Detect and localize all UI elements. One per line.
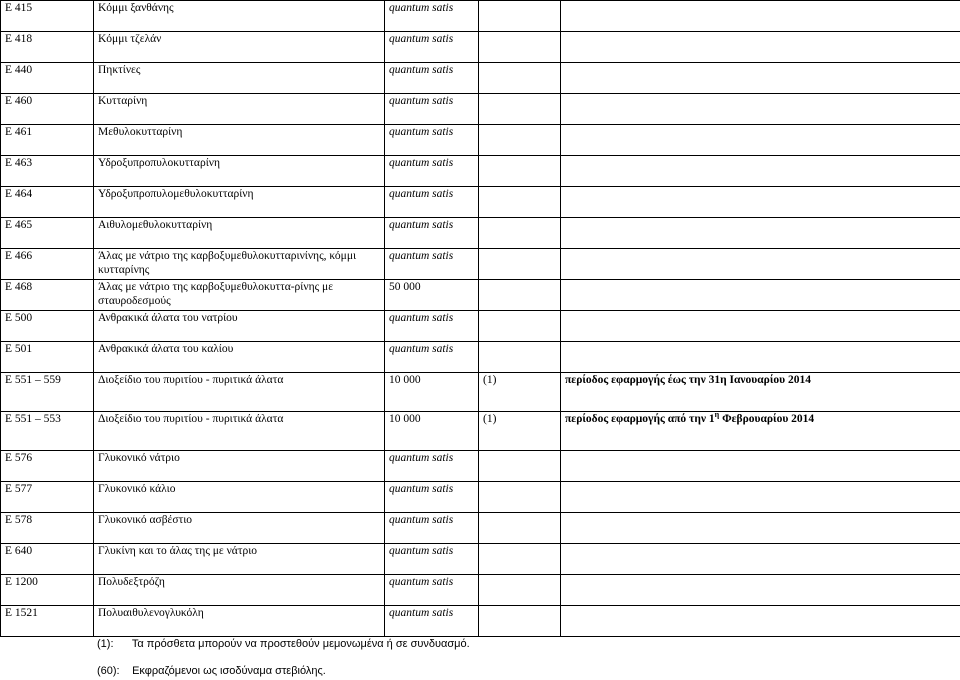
additive-name: Άλας με νάτριο της καρβοξυμεθυλοκυτταρινίνης, κόμμι κυτταρίνης <box>94 249 385 280</box>
max-level: quantum satis <box>385 218 479 249</box>
footnote-ref: (1) <box>479 412 561 451</box>
note-text: περίοδος εφαρμογής από την 1 <box>565 413 715 425</box>
additive-code: E 551 – 559 <box>1 373 94 412</box>
max-level: 10 000 <box>385 373 479 412</box>
max-level: quantum satis <box>385 32 479 63</box>
max-level: quantum satis <box>385 249 479 280</box>
table-row <box>1 249 960 280</box>
footnote-ref <box>479 311 561 342</box>
note-tail: Φεβρουαρίου 2014 <box>719 413 815 425</box>
additive-code: E 500 <box>1 311 94 342</box>
additive-code: E 418 <box>1 32 94 63</box>
footnote-ref <box>479 187 561 218</box>
additive-code: E 578 <box>1 513 94 544</box>
footnote-ref <box>479 249 561 280</box>
additive-name: Υδροξυπροπυλοκυτταρίνη <box>94 156 385 187</box>
additive-name: Άλας με νάτριο της καρβοξυμεθυλοκυττα-ρίνης με σταυροδεσμούς <box>94 280 385 311</box>
footnote <box>97 638 470 650</box>
max-level: quantum satis <box>385 575 479 606</box>
note-cell <box>561 342 960 373</box>
note-cell <box>561 482 960 513</box>
table-row <box>1 280 960 311</box>
additive-name: Διοξείδιο του πυριτίου - πυριτικά άλατα <box>94 373 385 412</box>
max-level: quantum satis <box>385 451 479 482</box>
additive-name: Ανθρακικά άλατα του καλίου <box>94 342 385 373</box>
note-cell <box>561 311 960 342</box>
footnote-ref <box>479 156 561 187</box>
footnote-ref <box>479 544 561 575</box>
table-row <box>1 1 960 32</box>
note-cell <box>561 606 960 637</box>
additive-code: E 464 <box>1 187 94 218</box>
footnote-ref <box>479 125 561 156</box>
note-cell <box>561 156 960 187</box>
max-level: quantum satis <box>385 94 479 125</box>
table-row <box>1 32 960 63</box>
note-cell <box>561 218 960 249</box>
note-cell <box>561 451 960 482</box>
table-row <box>1 482 960 513</box>
footnote-ref <box>479 218 561 249</box>
footnote-ref <box>479 1 561 32</box>
additive-name: Διοξείδιο του πυριτίου - πυριτικά άλατα <box>94 412 385 451</box>
table-row <box>1 63 960 94</box>
max-level: quantum satis <box>385 482 479 513</box>
additive-name: Πηκτίνες <box>94 63 385 94</box>
table-row <box>1 513 960 544</box>
max-level: 10 000 <box>385 412 479 451</box>
table-row <box>1 218 960 249</box>
note-cell <box>561 412 960 451</box>
footnote-text: Εκφραζόμενοι ως ισοδύναμα στεβιόλης. <box>132 665 326 677</box>
note-superscript: η <box>714 410 720 420</box>
note-cell <box>561 63 960 94</box>
additive-name: Μεθυλοκυτταρίνη <box>94 125 385 156</box>
table-row <box>1 373 960 412</box>
table-row <box>1 125 960 156</box>
additive-name: Γλυκονικό ασβέστιο <box>94 513 385 544</box>
additive-code: E 440 <box>1 63 94 94</box>
footnote-ref <box>479 342 561 373</box>
additive-name: Κόμμι τζελάν <box>94 32 385 63</box>
table-row <box>1 451 960 482</box>
additive-name: Κυτταρίνη <box>94 94 385 125</box>
table-row <box>1 342 960 373</box>
table-row <box>1 544 960 575</box>
additive-name: Γλυκονικό κάλιο <box>94 482 385 513</box>
additive-name: Ανθρακικά άλατα του νατρίου <box>94 311 385 342</box>
additive-code: E 577 <box>1 482 94 513</box>
footnote-ref <box>479 63 561 94</box>
max-level: 50 000 <box>385 280 479 311</box>
footnote-text: Τα πρόσθετα μπορούν να προστεθούν μεμονωμένα ή σε συνδυασμό. <box>131 638 470 650</box>
footnote-ref <box>479 32 561 63</box>
note-text: περίοδος εφαρμογής έως την 31η Ιανουαρίου 2014 <box>565 374 811 386</box>
additive-code: E 1200 <box>1 575 94 606</box>
footnote <box>97 665 326 677</box>
footnote-ref <box>479 94 561 125</box>
note-cell <box>561 125 960 156</box>
additive-code: E 576 <box>1 451 94 482</box>
note-cell <box>561 280 960 311</box>
additive-name: Υδροξυπροπυλομεθυλοκυτταρίνη <box>94 187 385 218</box>
note-cell <box>561 32 960 63</box>
additive-code: E 415 <box>1 1 94 32</box>
max-level: quantum satis <box>385 125 479 156</box>
additive-name: Πολυδεξτρόζη <box>94 575 385 606</box>
footnote-ref <box>479 280 561 311</box>
max-level: quantum satis <box>385 63 479 94</box>
additive-code: E 461 <box>1 125 94 156</box>
additive-code: E 465 <box>1 218 94 249</box>
table-row <box>1 187 960 218</box>
footnote-ref <box>479 606 561 637</box>
additive-code: E 463 <box>1 156 94 187</box>
table-row <box>1 606 960 637</box>
footnote-number: (1): <box>97 638 114 650</box>
additive-code: E 468 <box>1 280 94 311</box>
note-cell <box>561 187 960 218</box>
additive-name: Κόμμι ξανθάνης <box>94 1 385 32</box>
additive-code: E 501 <box>1 342 94 373</box>
additive-name: Γλυκίνη και το άλας της με νάτριο <box>94 544 385 575</box>
footnote-ref <box>479 482 561 513</box>
footnote-ref <box>479 513 561 544</box>
max-level: quantum satis <box>385 544 479 575</box>
note-cell <box>561 575 960 606</box>
table-row <box>1 94 960 125</box>
max-level: quantum satis <box>385 606 479 637</box>
note-cell <box>561 513 960 544</box>
table-row <box>1 412 960 451</box>
additive-name: Πολυαιθυλενογλυκόλη <box>94 606 385 637</box>
table-row <box>1 311 960 342</box>
footnote-ref <box>479 575 561 606</box>
additive-name: Γλυκονικό νάτριο <box>94 451 385 482</box>
note-cell <box>561 1 960 32</box>
table-row <box>1 156 960 187</box>
max-level: quantum satis <box>385 342 479 373</box>
additive-code: E 551 – 553 <box>1 412 94 451</box>
max-level: quantum satis <box>385 156 479 187</box>
additive-code: E 640 <box>1 544 94 575</box>
max-level: quantum satis <box>385 513 479 544</box>
additive-code: E 466 <box>1 249 94 280</box>
table-row <box>1 575 960 606</box>
footnote-ref: (1) <box>479 373 561 412</box>
footnote-number: (60): <box>97 665 120 677</box>
max-level: quantum satis <box>385 1 479 32</box>
max-level: quantum satis <box>385 187 479 218</box>
note-cell <box>561 94 960 125</box>
note-cell <box>561 544 960 575</box>
additive-code: E 460 <box>1 94 94 125</box>
footnote-ref <box>479 451 561 482</box>
max-level: quantum satis <box>385 311 479 342</box>
note-cell <box>561 373 960 412</box>
additive-name: Αιθυλομεθυλοκυτταρίνη <box>94 218 385 249</box>
additive-code: E 1521 <box>1 606 94 637</box>
note-cell <box>561 249 960 280</box>
